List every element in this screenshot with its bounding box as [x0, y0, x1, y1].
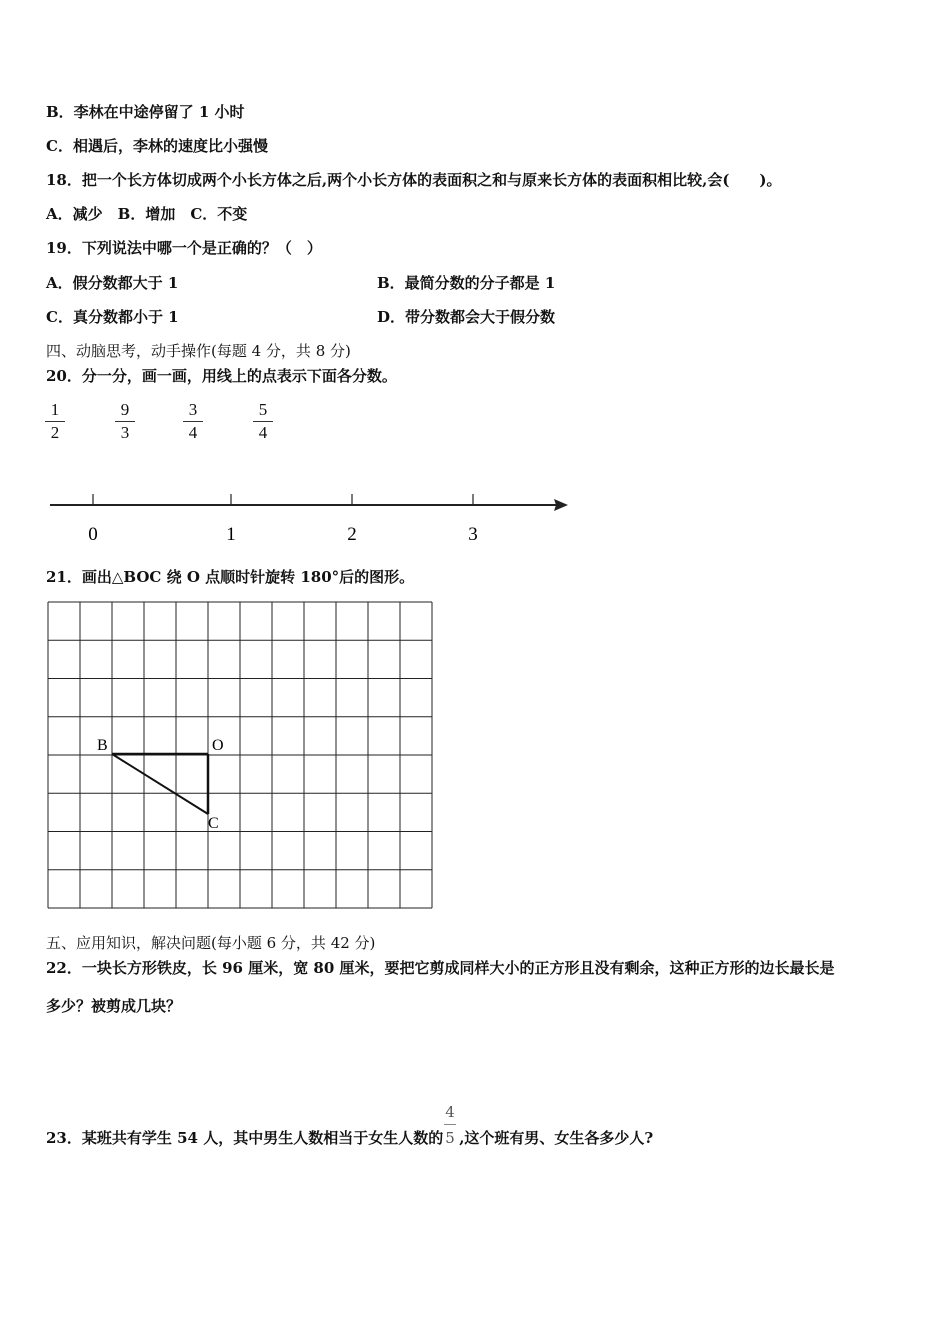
q21-stem: 21．画出△BOC 绕 O 点顺时针旋转 180°后的图形。 — [46, 568, 415, 586]
vertex-label-o: O — [212, 737, 224, 754]
vertex-label-c: C — [208, 815, 219, 832]
q19-stem: 19．下列说法中哪一个是正确的？（ ） — [46, 239, 322, 257]
q23-fraction — [443, 1103, 459, 1148]
q18-stem: 18．把一个长方体切成两个小长方体之后,两个小长方体的表面积之和与原来长方体的表面积相比较,会( )。 — [46, 171, 782, 189]
q23-fraction-denominator: 5 — [445, 1129, 455, 1147]
section-5-heading: 五、应用知识，解决问题(每小题 6 分，共 42 分) — [46, 934, 376, 952]
tick-label-1: 1 — [226, 524, 236, 545]
grid-lines — [48, 602, 432, 908]
section-4-heading: 四、动脑思考，动手操作(每题 4 分，共 8 分) — [46, 342, 351, 360]
fraction-2 — [115, 400, 135, 443]
fraction-numerator: 9 — [120, 400, 130, 419]
fraction-denominator: 2 — [50, 423, 60, 442]
fraction-4 — [253, 400, 273, 443]
q19-option-a: A．假分数都大于 1 — [46, 274, 179, 292]
fraction-denominator: 4 — [188, 423, 198, 442]
fraction-numerator: 3 — [188, 400, 198, 419]
q19-option-b: B．最简分数的分子都是 1 — [377, 274, 556, 292]
q22-line-1: 22．一块长方形铁皮，长 96 厘米，宽 80 厘米，要把它剪成同样大小的正方形且没有剩余，这种正方形的边长最长是 — [46, 959, 835, 977]
tick-label-0: 0 — [88, 524, 98, 545]
q23-text-after: ,这个班有男、女生各多少人? — [459, 1129, 654, 1147]
fraction-numerator: 5 — [258, 400, 268, 419]
q23-text-before: 23．某班共有学生 54 人，其中男生人数相当于女生人数的 — [46, 1129, 444, 1147]
fraction-numerator: 1 — [50, 400, 60, 419]
arrow-right-icon — [554, 499, 568, 511]
tick-label-2: 2 — [347, 524, 357, 545]
q22-line-2: 多少？被剪成几块？ — [46, 997, 182, 1015]
q17-option-c: C．相遇后，李林的速度比小强慢 — [46, 137, 268, 155]
vertex-label-b: B — [97, 737, 108, 754]
q19-option-d: D．带分数都会大于假分数 — [377, 308, 556, 326]
fraction-denominator: 4 — [258, 423, 268, 442]
fraction-denominator: 3 — [120, 423, 130, 442]
number-line — [46, 490, 586, 550]
q20-stem: 20．分一分，画一画，用线上的点表示下面各分数。 — [46, 367, 397, 385]
q18-options: A．减少 B．增加 C．不变 — [46, 205, 248, 223]
triangle-side-bc — [112, 754, 208, 814]
q19-option-c: C．真分数都小于 1 — [46, 308, 179, 326]
q17-option-b: B．李林在中途停留了 1 小时 — [46, 103, 245, 121]
q23-stem — [46, 1103, 654, 1148]
fraction-3 — [183, 400, 203, 443]
fraction-1 — [45, 400, 65, 443]
rotation-grid — [40, 596, 440, 916]
q23-fraction-numerator: 4 — [445, 1103, 455, 1121]
tick-label-3: 3 — [468, 524, 478, 545]
